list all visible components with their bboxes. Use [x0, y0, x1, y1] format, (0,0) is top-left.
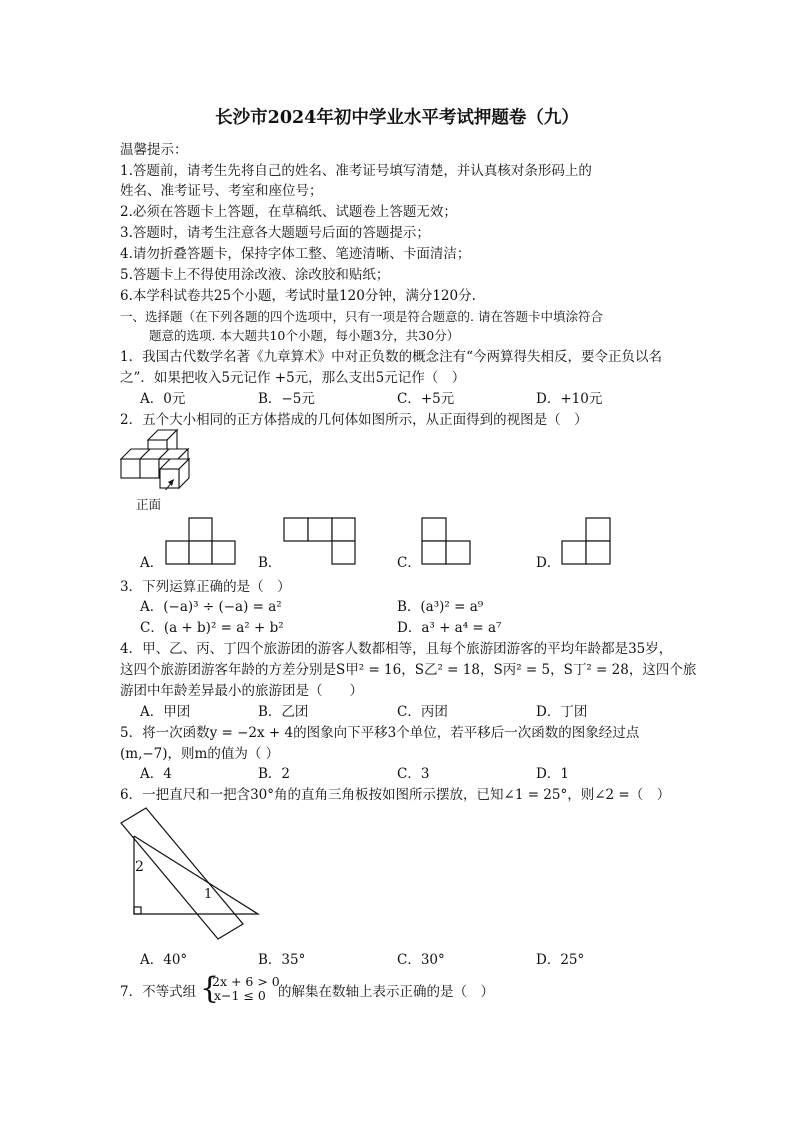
exam-title: 长沙市2024年初中学业水平考试押题卷（九） — [215, 108, 579, 128]
q6-option-b[interactable]: B．35° — [258, 952, 306, 968]
ruler-triangle-figure — [118, 806, 263, 946]
system-brace: { — [200, 971, 220, 1006]
q2-stem: 2．五个大小相同的正方体搭成的几何体如图所示，从正面得到的视图是（ ） — [120, 412, 588, 428]
q2-option-a[interactable]: A． — [140, 555, 164, 571]
q4-stem: 4．甲、乙、丙、丁四个旅游团的游客人数都相等，且每个旅游团游客的平均年龄都是35岁， — [120, 641, 673, 657]
notice-heading: 温馨提示： — [120, 142, 188, 158]
angle-2-label: 2 — [135, 859, 144, 875]
front-view-label: 正面 — [136, 497, 162, 512]
q6-option-d[interactable]: D．25° — [536, 952, 585, 968]
view-a-icon[interactable] — [165, 517, 237, 567]
q1-option-a[interactable]: A．0元 — [140, 391, 186, 407]
q2-option-d[interactable]: D． — [536, 555, 561, 571]
q5-option-a[interactable]: A．4 — [140, 766, 172, 782]
notice-line: 6.本学科试卷共25个小题，考试时量120分钟，满分120分. — [120, 288, 476, 304]
q1-option-b[interactable]: B．−5元 — [258, 391, 315, 407]
inequality-2: x−1 ≤ 0 — [214, 988, 266, 1003]
q1-option-c[interactable]: C．+5元 — [397, 391, 455, 407]
q5-option-c[interactable]: C．3 — [397, 766, 430, 782]
section-heading: 一、选择题（在下列各题的四个选项中，只有一项是符合题意的. 请在答题卡中填涂符合 — [120, 309, 603, 324]
view-d-icon[interactable] — [561, 517, 613, 567]
q4-stem-cont: 游团中年龄差异最小的旅游团是（ ） — [120, 683, 363, 699]
notice-line: 1.答题前，请考生先将自己的姓名、准考证号填写清楚，并认真核对条形码上的 — [120, 163, 592, 179]
q5-option-d[interactable]: D．1 — [536, 766, 569, 782]
q5-option-b[interactable]: B．2 — [258, 766, 291, 782]
q7-stem-prefix: 7．不等式组 — [120, 984, 197, 1000]
q2-option-b[interactable]: B． — [258, 555, 282, 571]
q4-option-a[interactable]: A．甲团 — [140, 704, 191, 720]
q3-stem: 3．下列运算正确的是（ ） — [120, 579, 291, 595]
q3-option-c[interactable]: C．(a + b)² = a² + b² — [140, 620, 284, 636]
q4-option-c[interactable]: C．丙团 — [397, 704, 448, 720]
notice-line: 3.答题时，请考生注意各大题题号后面的答题提示； — [120, 225, 430, 241]
q5-stem-cont: (m,−7)，则m的值为（ ） — [120, 746, 280, 762]
q6-stem: 6．一把直尺和一把含30°角的直角三角板按如图所示摆放，已知∠1 = 25°，则∠2 =（ ） — [120, 787, 671, 803]
q6-option-c[interactable]: C．30° — [397, 952, 445, 968]
section-heading-cont: 题意的选项. 本大题共10个小题，每小题3分，共30分） — [149, 328, 460, 343]
notice-line: 姓名、准考证号、考室和座位号； — [120, 183, 323, 199]
inequality-1: 2x + 6 > 0 — [212, 974, 280, 989]
q3-option-b[interactable]: B．(a³)² = a⁹ — [397, 599, 484, 615]
view-b-icon[interactable] — [283, 517, 357, 567]
q3-option-a[interactable]: A．(−a)³ ÷ (−a) = a² — [140, 599, 282, 615]
cubes-figure — [118, 428, 208, 490]
notice-line: 4.请勿折叠答题卡，保持字体工整、笔迹清晰、卡面清洁； — [120, 246, 471, 262]
q1-stem-cont: 之”．如果把收入5元记作 +5元，那么支出5元记作（ ） — [120, 370, 466, 386]
q6-option-a[interactable]: A．40° — [140, 952, 188, 968]
q2-option-c[interactable]: C． — [397, 555, 421, 571]
q4-stem-cont: 这四个旅游团游客年龄的方差分别是S甲² = 16，S乙² = 18，S丙² = 5，S丁² = 28，这四个旅 — [120, 662, 697, 678]
q3-option-d[interactable]: D．a³ + a⁴ = a⁷ — [397, 620, 502, 636]
view-c-icon[interactable] — [421, 517, 473, 567]
q7-stem-suffix: 的解集在数轴上表示正确的是（ ） — [278, 984, 494, 1000]
angle-1-label: 1 — [204, 887, 213, 902]
q4-option-b[interactable]: B．乙团 — [258, 704, 309, 720]
notice-line: 5.答题卡上不得使用涂改液、涂改胶和贴纸； — [120, 267, 390, 283]
q1-stem: 1．我国古代数学名著《九章算术》中对正负数的概念注有“今两算得失相反，要令正负以名 — [120, 349, 662, 365]
notice-line: 2.必须在答题卡上答题，在草稿纸、试题卷上答题无效； — [120, 204, 457, 220]
q4-option-d[interactable]: D．丁团 — [536, 704, 588, 720]
q5-stem: 5．将一次函数y = −2x + 4的图象向下平移3个单位，若平移后一次函数的图象经过点 — [120, 725, 640, 741]
q1-option-d[interactable]: D．+10元 — [536, 391, 603, 407]
